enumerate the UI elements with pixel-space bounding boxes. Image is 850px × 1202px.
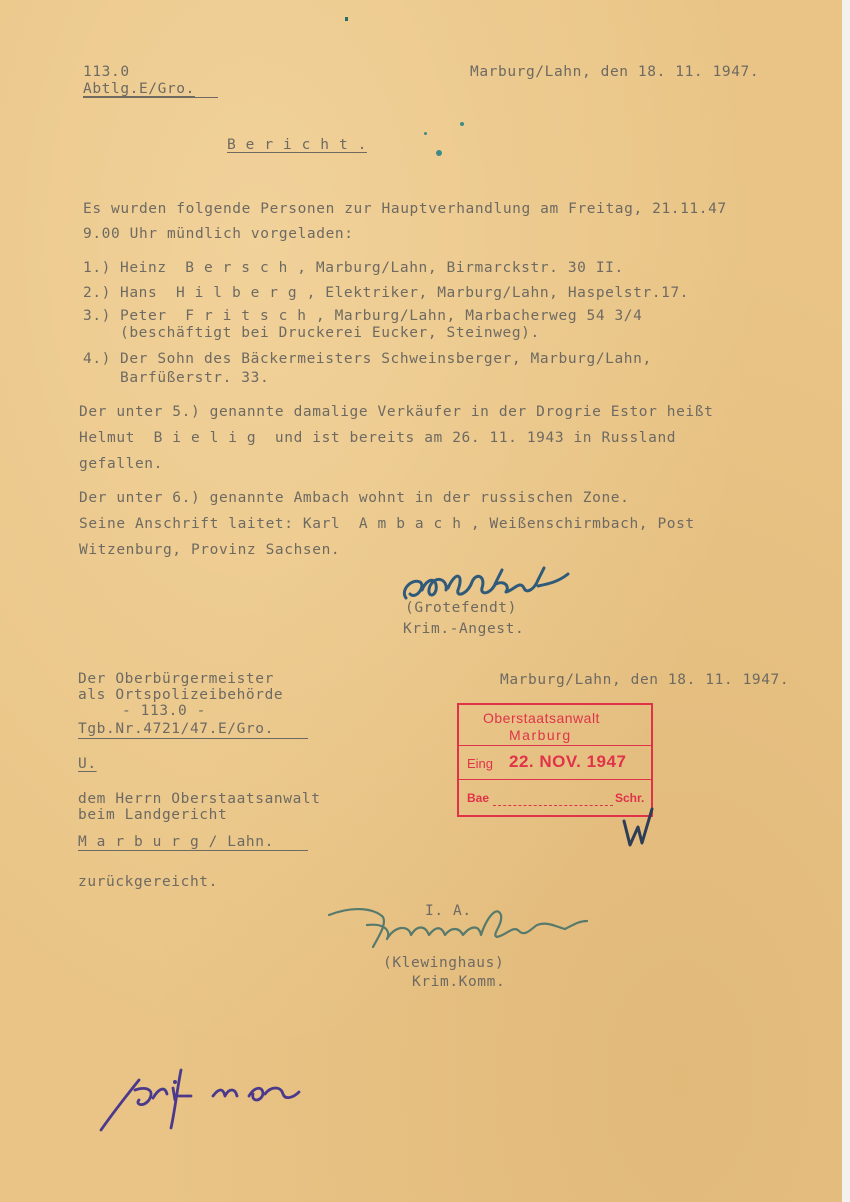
signer-1-name: (Grotefendt) — [405, 600, 517, 616]
check-mark-icon — [618, 805, 658, 850]
person-3-text-2: (beschäftigt bei Druckerei Eucker, Steinweg). — [120, 325, 540, 341]
recipient-line-1: dem Herrn Oberstaatsanwalt — [78, 791, 321, 807]
person-3-number: 3.) — [83, 308, 111, 324]
authority-line-2: als Ortspolizeibehörde — [78, 687, 284, 703]
section2-place-date: Marburg/Lahn, den 18. 11. 1947. — [500, 672, 790, 688]
stamp-received-date: 22. NOV. 1947 — [509, 752, 627, 771]
person-4-text-2: Barfüßerstr. 33. — [120, 370, 270, 386]
intro-line-2: 9.00 Uhr mündlich vorgeladen: — [83, 226, 354, 242]
department-code: Abtlg.E/Gro. — [83, 81, 195, 97]
signer-2-rank: Krim.Komm. — [412, 974, 506, 990]
header-place-date: Marburg/Lahn, den 18. 11. 1947. — [470, 64, 760, 80]
para2-line-2: Seine Anschrift laitet: Karl A m b a c h , Weißenschirmbach, Post — [79, 516, 695, 532]
recipient-line-2: beim Landgericht — [78, 807, 228, 823]
person-2-number: 2.) — [83, 285, 111, 301]
ink-blot — [436, 150, 442, 156]
ink-dot — [345, 17, 348, 21]
stamp-row3-right: Schr. — [615, 791, 645, 805]
returned-note: zurückgereicht. — [78, 874, 218, 890]
u-mark: U. — [78, 756, 97, 772]
para1-line-3: gefallen. — [79, 456, 163, 472]
recipient-city-underline — [78, 850, 308, 851]
ink-blot — [424, 132, 427, 135]
person-1-text: Heinz B e r s c h , Marburg/Lahn, Birmarckstr. 30 II. — [120, 260, 624, 276]
person-2-text: Hans H i l b e r g , Elektriker, Marburg/Lahn, Haspelstr.17. — [120, 285, 690, 301]
recipient-city: M a r b u r g / Lahn. — [78, 834, 274, 850]
handwritten-bottom-note — [95, 1060, 320, 1140]
signer-2-name: (Klewinghaus) — [383, 955, 505, 971]
journal-number: Tgb.Nr.4721/47.E/Gro. — [78, 721, 274, 737]
authority-line-1: Der Oberbürgermeister — [78, 671, 274, 687]
para2-line-3: Witzenburg, Provinz Sachsen. — [79, 542, 341, 558]
journal-underline — [78, 738, 308, 739]
ink-blot — [460, 122, 464, 126]
person-4-number: 4.) — [83, 351, 111, 367]
person-3-text-1: Peter F r i t s c h , Marburg/Lahn, Marbacherweg 54 3/4 — [120, 308, 643, 324]
authority-line-3: - 113.0 - — [122, 703, 206, 719]
department-underline — [83, 97, 218, 98]
file-number: 113.0 — [83, 64, 130, 80]
stamp-office: Oberstaatsanwalt — [483, 710, 600, 726]
person-4-text-1: Der Sohn des Bäckermeisters Schweinsberger, Marburg/Lahn, — [120, 351, 652, 367]
para1-line-1: Der unter 5.) genannte damalige Verkäufer in der Drogrie Estor heißt — [79, 404, 714, 420]
receipt-stamp — [457, 703, 653, 817]
report-title: B e r i c h t . — [227, 137, 367, 153]
para1-line-2: Helmut B i e l i g und ist bereits am 26. 11. 1943 in Russland — [79, 430, 677, 446]
stamp-row3-left: Bae — [467, 791, 490, 805]
klewinghaus-signature — [325, 895, 590, 955]
person-1-number: 1.) — [83, 260, 111, 276]
intro-line-1: Es wurden folgende Personen zur Hauptverhandlung am Freitag, 21.11.47 — [83, 201, 727, 217]
para2-line-1: Der unter 6.) genannte Ambach wohnt in der russischen Zone. — [79, 490, 630, 506]
stamp-city: Marburg — [509, 727, 572, 743]
signer-1-rank: Krim.-Angest. — [403, 621, 525, 637]
ia-mark: I. A. — [425, 903, 472, 919]
stamp-received-label: Eing — [467, 756, 494, 771]
